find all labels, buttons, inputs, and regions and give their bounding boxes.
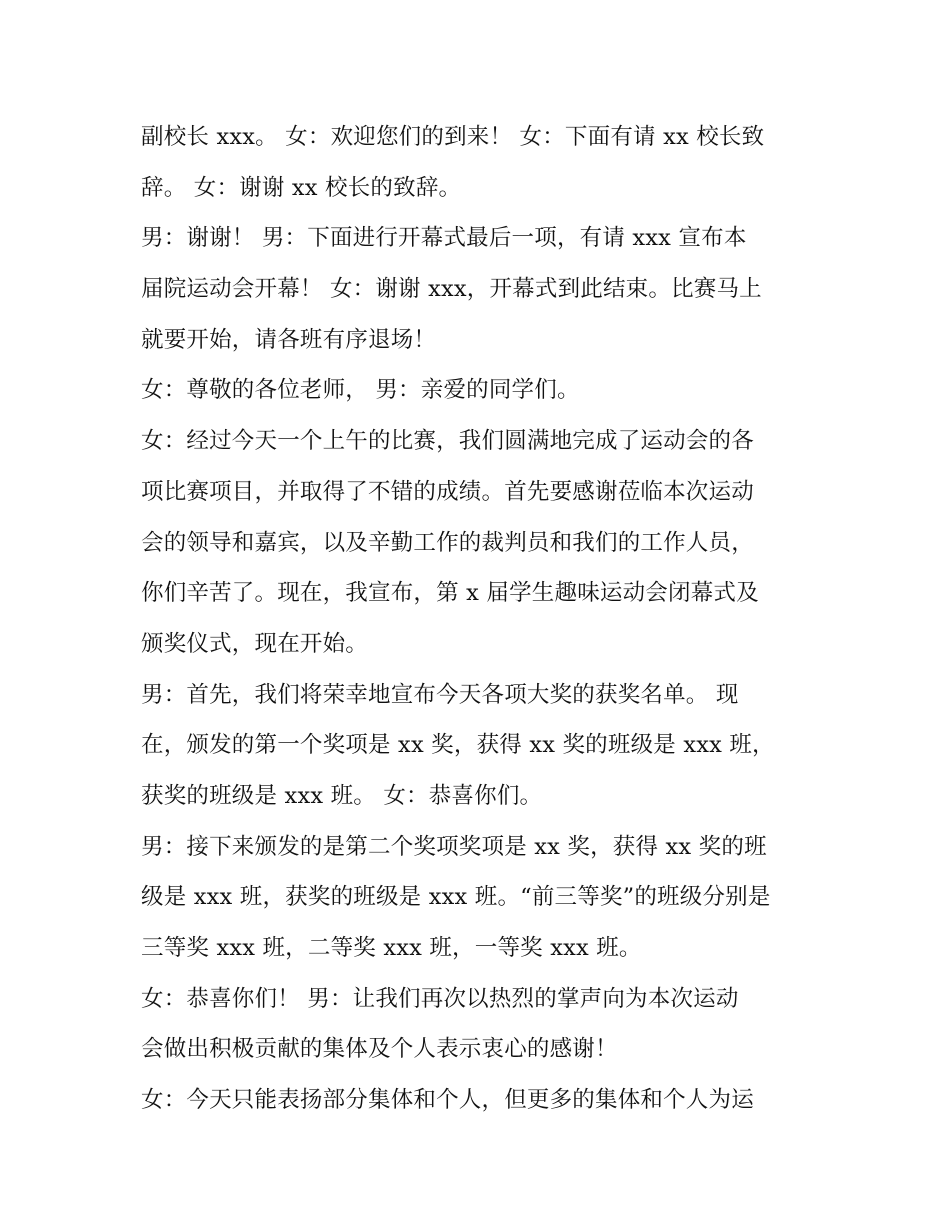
- text-line: 副校长 xxx。 女：欢迎您们的到来！ 女：下面有请 xx 校长致: [141, 124, 765, 150]
- text-line: 在，颁发的第一个奖项是 xx 奖，获得 xx 奖的班级是 xxx 班，: [141, 732, 775, 759]
- text-line: 项比赛项目，并取得了不错的成绩。首先要感谢莅临本次运动: [141, 478, 754, 505]
- text-line: 届院运动会开幕！ 女：谢谢 xxx，开幕式到此结束。比赛马上: [141, 276, 762, 303]
- text-line: 颁奖仪式，现在开始。: [141, 630, 369, 657]
- text-line: 级是 xxx 班，获奖的班级是 xxx 班。“前三等奖”的班级分别是: [141, 884, 771, 911]
- text-line: 获奖的班级是 xxx 班。 女：恭喜你们。: [141, 782, 543, 809]
- text-line: 女：恭喜你们！ 男：让我们再次以热烈的掌声向为本次运动: [141, 985, 739, 1012]
- text-line: 三等奖 xxx 班，二等奖 xxx 班，一等奖 xxx 班。: [141, 935, 642, 961]
- text-line: 女：尊敬的各位老师， 男：亲爱的同学们。: [141, 377, 580, 404]
- text-line: 女：经过今天一个上午的比赛，我们圆满地完成了运动会的各: [141, 428, 754, 455]
- text-line: 就要开始，请各班有序退场！: [141, 326, 437, 353]
- document-body: [141, 112, 813, 1126]
- text-line: 你们辛苦了。现在，我宣布，第 x 届学生趣味运动会闭幕式及: [141, 580, 759, 607]
- text-line: 女：今天只能表扬部分集体和个人，但更多的集体和个人为运: [141, 1087, 754, 1114]
- text-line: 会的领导和嘉宾，以及辛勤工作的裁判员和我们的工作人员，: [141, 529, 754, 556]
- text-line: 男：首先，我们将荣幸地宣布今天各项大奖的获奖名单。 现: [141, 681, 739, 708]
- text-line: 辞。 女：谢谢 xx 校长的致辞。: [141, 174, 462, 201]
- text-line: 男：接下来颁发的是第二个奖项奖项是 xx 奖，获得 xx 奖的班: [141, 833, 767, 860]
- text-line: 男：谢谢！ 男：下面进行开幕式最后一项，有请 xxx 宣布本: [141, 225, 747, 252]
- text-line: 会做出积极贡献的集体及个人表示衷心的感谢！: [141, 1036, 618, 1063]
